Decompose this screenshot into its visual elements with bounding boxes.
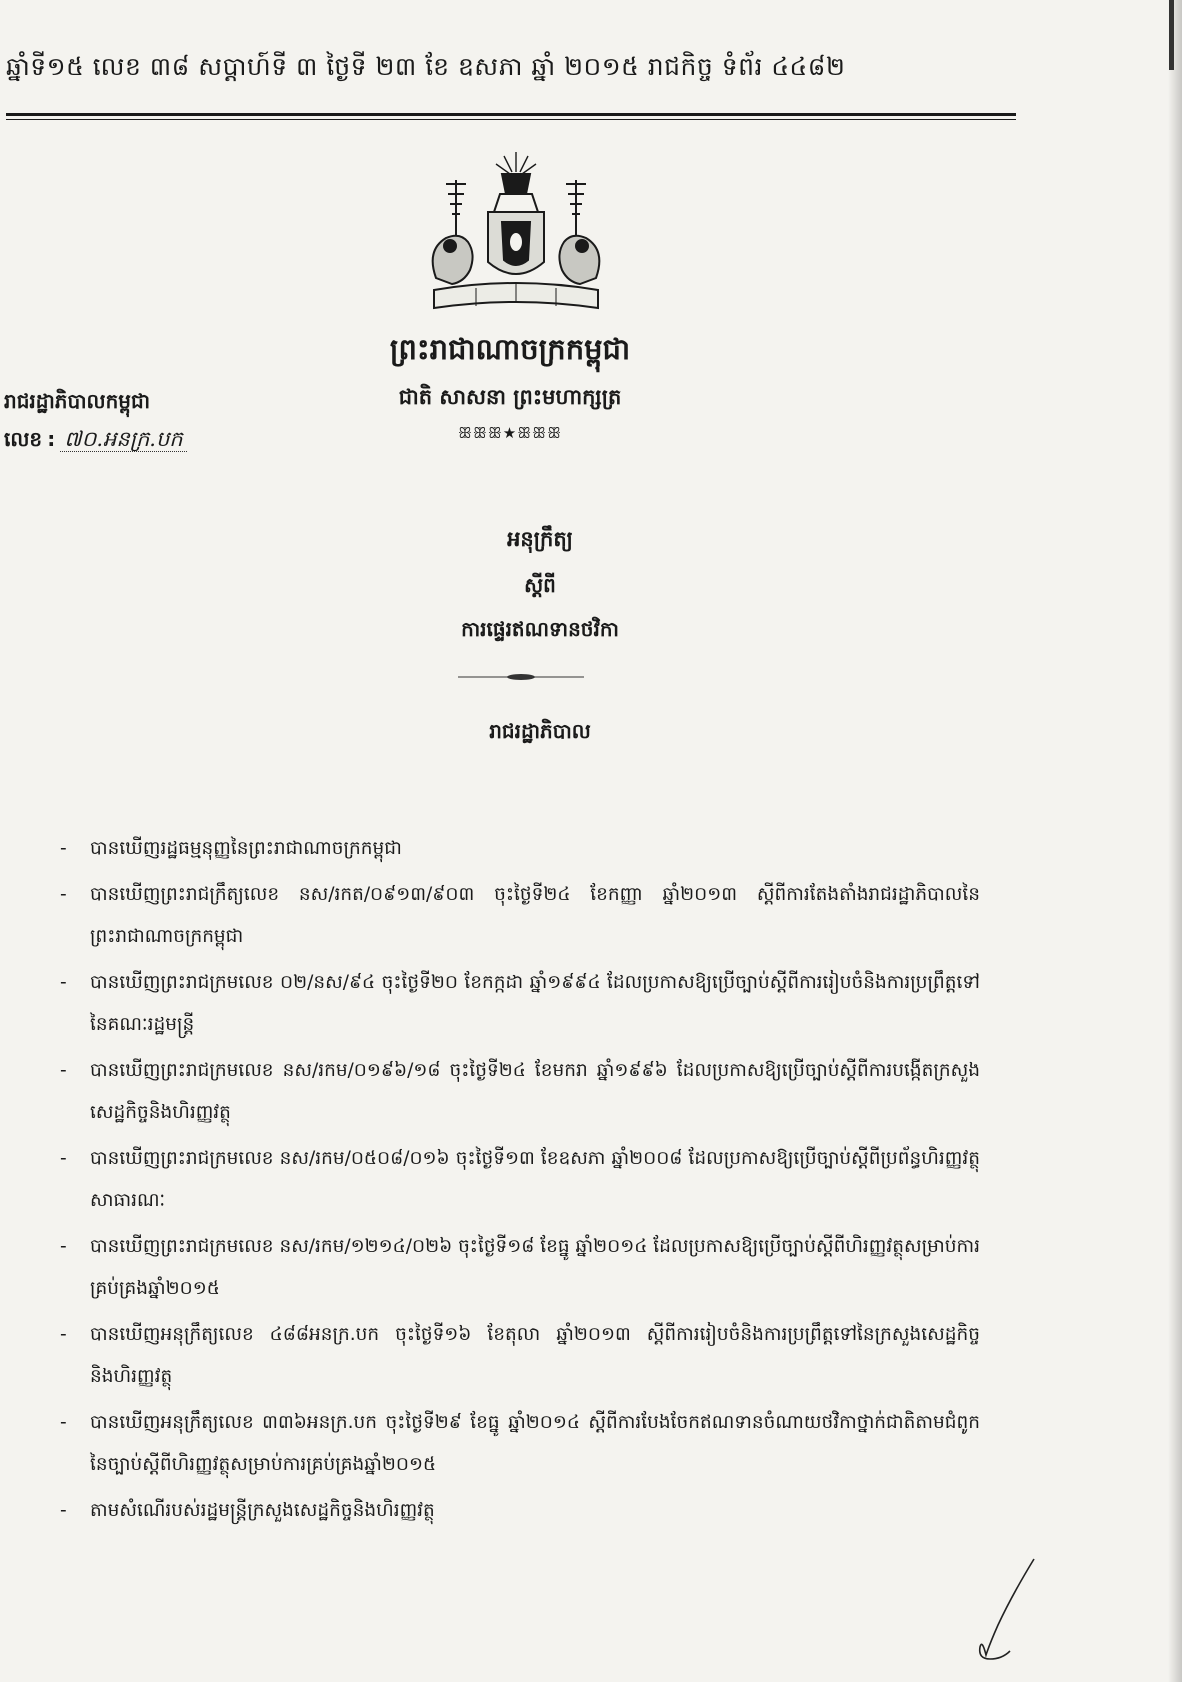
recital-bullet: - [60, 1324, 67, 1345]
kingdom-name: ព្រះរាជាណាចក្រកម្ពុជា [389, 332, 631, 366]
recital-bullet: - [60, 838, 67, 859]
recital-item [60, 828, 980, 870]
recital-text: បានឃើញព្រះរាជក្រមលេខ នស/រកម/០១៩៦/១៨ ចុះថ្ងៃទី២៤ ខែមករា ឆ្នាំ១៩៩៦ ដែលប្រកាសឱ្យប្រើច្បាប់ស្តីពីការបង្កើតក្រសួងសេដ្ឋកិច្ចនិងហិរញ្ញវត្ថុ [90, 1060, 980, 1123]
recital-text: បានឃើញអនុក្រឹត្យលេខ ៣៣៦អនក្រ.បក ចុះថ្ងៃទី២៩ ខែធ្នូ ឆ្នាំ២០១៤ ស្តីពីការបែងចែកឥណទានចំណាយថវិកាថ្នាក់ជាតិតាមជំពូកនៃច្បាប់ស្តីពីហិរញ្ញវត្ថុសម្រាប់ការគ្រប់គ្រងឆ្នាំ២០១៥ [90, 1412, 980, 1475]
reference-separator: : [47, 427, 56, 451]
recital-text: បានឃើញព្រះរាជក្រមលេខ ០២/នស/៩៤ ចុះថ្ងៃទី២០ ខែកក្កដា ឆ្នាំ១៩៩៤ ដែលប្រកាសឱ្យប្រើច្បាប់ស្តីពីការរៀបចំនិងការប្រព្រឹត្តទៅនៃគណៈរដ្ឋមន្ត្រី [90, 972, 980, 1035]
motto-ornament: ꕥꕥꕥ★ꕥꕥꕥ [458, 424, 562, 442]
document-type: អនុក្រឹត្យ [507, 526, 573, 551]
header-rule-thick [6, 113, 1016, 116]
recital-text: បានឃើញព្រះរាជក្រមលេខ នស/រកម/០៥០៨/០១៦ ចុះថ្ងៃទី១៣ ខែឧសភា ឆ្នាំ២០០៨ ដែលប្រកាសឱ្យប្រើច្បាប់ស្តីពីប្រព័ន្ធហិរញ្ញវត្ថុសាធារណៈ [90, 1148, 980, 1211]
recital-text: តាមសំណើរបស់រដ្ឋមន្ត្រីក្រសួងសេដ្ឋកិច្ចនិងហិរញ្ញវត្ថុ [90, 1500, 435, 1521]
page-edge-mark [1169, 0, 1174, 70]
recital-text: បានឃើញព្រះរាជក្រឹត្យលេខ នស/រកត/០៩១៣/៩០៣ ចុះថ្ងៃទី២៤ ខែកញ្ញា ឆ្នាំ២០១៣ ស្តីពីការតែងតាំងរាជរដ្ឋាភិបាលនៃព្រះរាជាណាចក្រកម្ពុជា [90, 884, 980, 947]
recital-item [60, 874, 980, 958]
recital-bullet: - [60, 1412, 67, 1433]
title-divider-ornament [458, 672, 584, 682]
document-subject: ការផ្ទេរឥណទានថវិកា [461, 617, 619, 641]
recital-bullet: - [60, 1500, 67, 1521]
recital-bullet: - [60, 1060, 67, 1081]
royal-coat-of-arms-icon [416, 150, 616, 320]
government-name: រាជរដ្ឋាភិបាលកម្ពុជា [4, 389, 150, 413]
issuing-authority: រាជរដ្ឋាភិបាល [489, 719, 591, 743]
recital-bullet: - [60, 884, 67, 905]
recital-text: បានឃើញរដ្ឋធម្មនុញ្ញនៃព្រះរាជាណាចក្រកម្ពុជា [90, 838, 402, 859]
national-motto: ជាតិ សាសនា ព្រះមហាក្សត្រ [398, 384, 622, 409]
reference-number-row [4, 426, 304, 456]
page-edge-shadow [1168, 0, 1182, 1682]
recital-item [60, 1050, 980, 1134]
reference-number: ៧០.អនក្រ.បក [60, 427, 186, 452]
recital-item [60, 1226, 980, 1310]
gazette-header: ឆ្នាំទី១៥ លេខ ៣៨ សប្តាហ៍ទី ៣ ថ្ងៃទី ២៣ ខែ ឧសភា ឆ្នាំ ២០១៥ រាជកិច្ច ទំព័រ ៤៤៨២ [6, 52, 846, 81]
document-on-label: ស្តីពី [524, 573, 556, 597]
recital-item [60, 1314, 980, 1398]
recital-item [60, 962, 980, 1046]
recitals-list [60, 828, 980, 1536]
recital-bullet: - [60, 972, 67, 993]
recital-item [60, 1490, 980, 1532]
handwritten-initial-icon [960, 1555, 1040, 1665]
recital-item [60, 1138, 980, 1222]
recital-text: បានឃើញអនុក្រឹត្យលេខ ៤៨៨អនក្រ.បក ចុះថ្ងៃទី១៦ ខែតុលា ឆ្នាំ២០១៣ ស្តីពីការរៀបចំនិងការប្រព្រឹត្តទៅនៃក្រសួងសេដ្ឋកិច្ចនិងហិរញ្ញវត្ថុ [90, 1324, 980, 1387]
header-rule-thin [6, 119, 1016, 120]
reference-label: លេខ [4, 427, 43, 451]
recital-item [60, 1402, 980, 1486]
recital-bullet: - [60, 1148, 67, 1169]
recital-text: បានឃើញព្រះរាជក្រមលេខ នស/រកម/១២១៤/០២៦ ចុះថ្ងៃទី១៨ ខែធ្នូ ឆ្នាំ២០១៤ ដែលប្រកាសឱ្យប្រើច្បាប់ស្តីពីហិរញ្ញវត្ថុសម្រាប់ការគ្រប់គ្រងឆ្នាំ២០១៥ [90, 1236, 980, 1299]
recital-bullet: - [60, 1236, 67, 1257]
